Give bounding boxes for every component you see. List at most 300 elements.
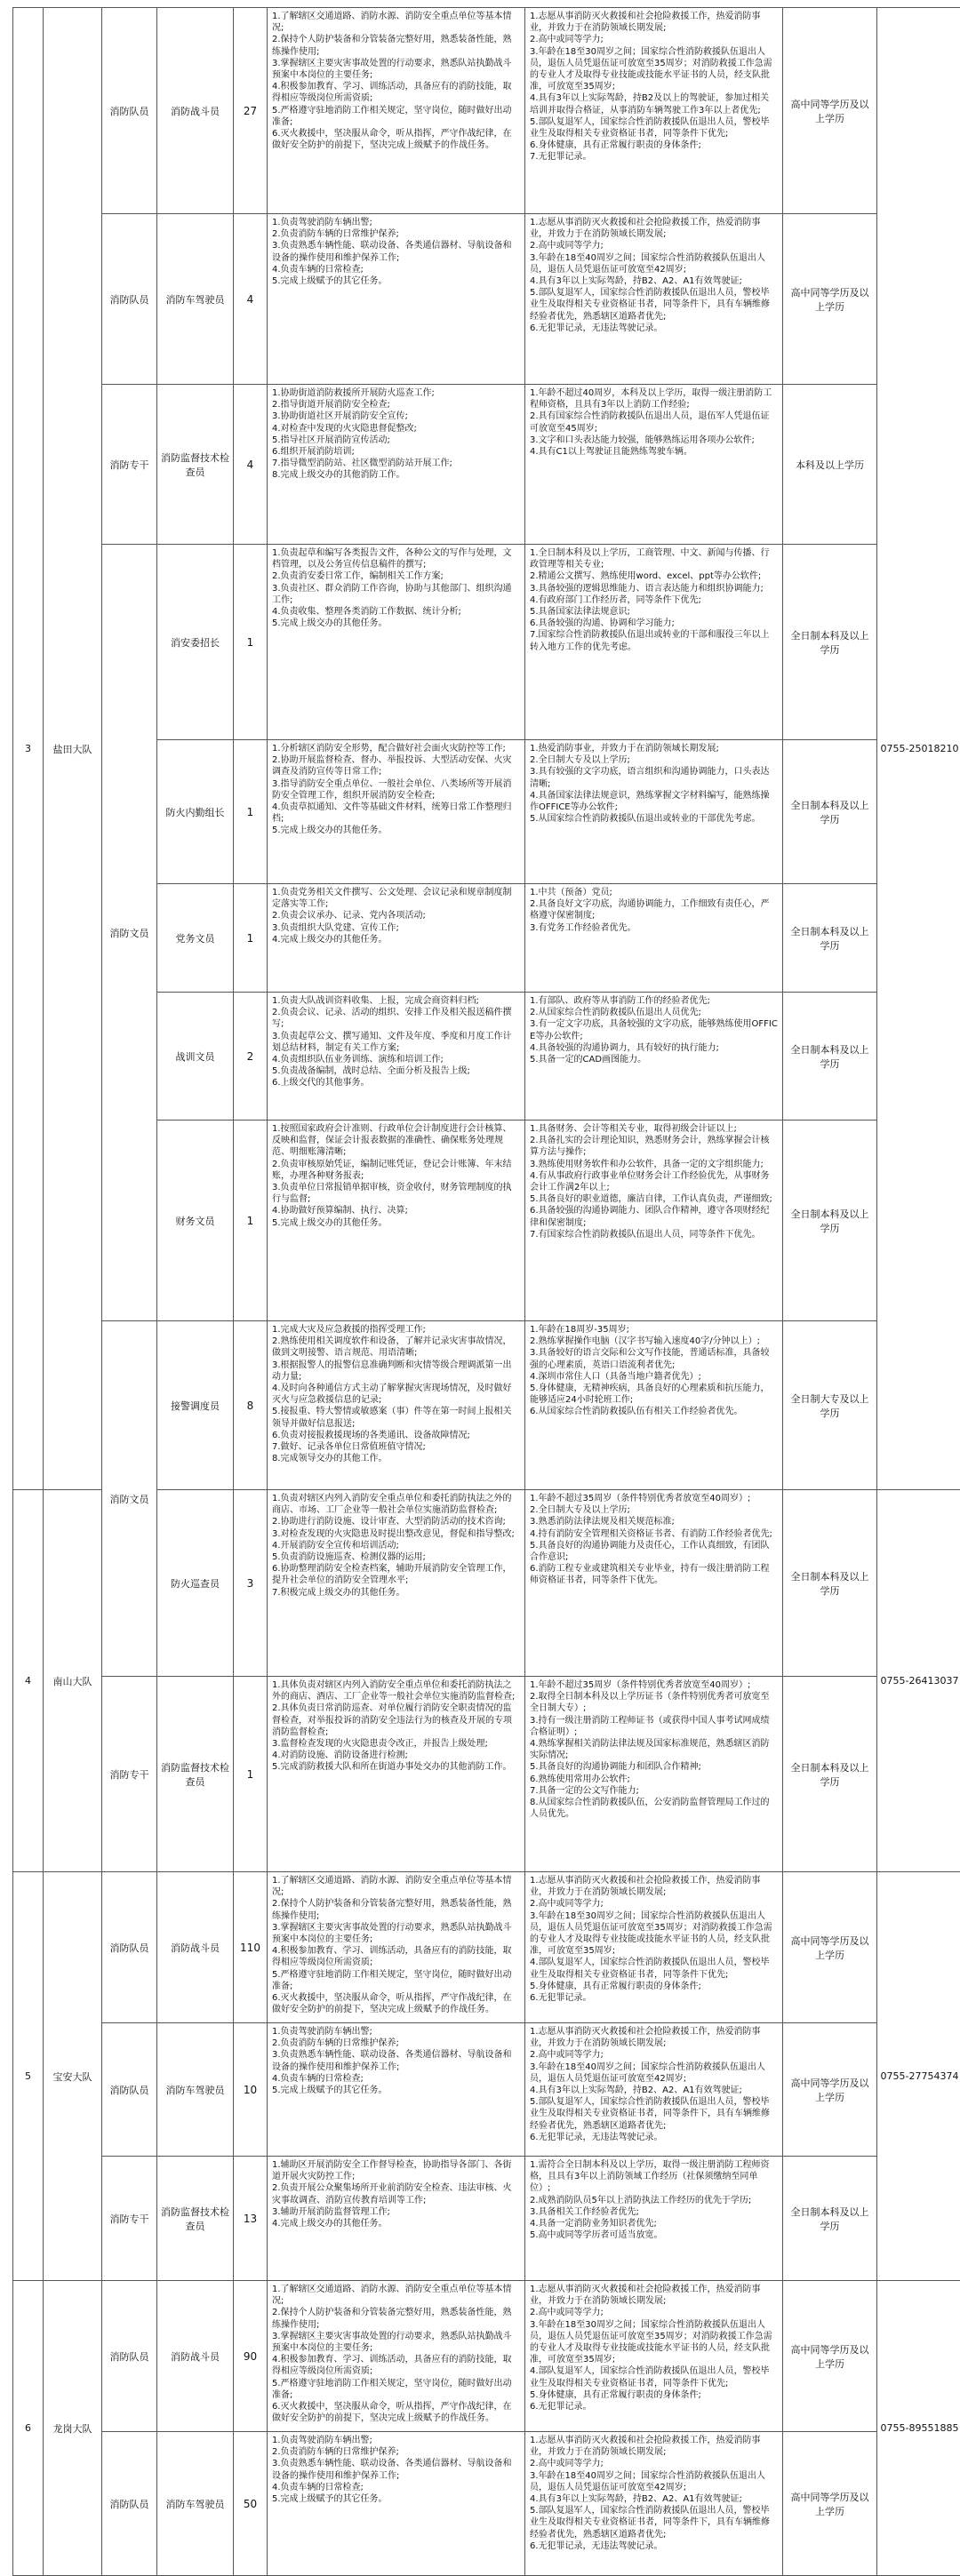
- recruitment-table-sheet: [12, 7, 948, 2576]
- duty-item: 3.辅助开展消防监督管理工作;: [272, 2206, 520, 2218]
- headcount-cell: 13: [234, 2157, 268, 2281]
- duty-item: 3.掌握辖区主要灾害事故处置的行动要求，熟悉队站执勤战斗预案中本岗位的主要任务;: [272, 58, 520, 81]
- requirement-item: 4.部队复退军人，国家综合性消防救援队伍退出人员，警校毕业生及取得相关专业资格证书者，同等条件下优先;: [530, 1957, 778, 1980]
- headcount-cell: 50: [234, 2432, 268, 2576]
- requirement-item: 1.志愿从事消防灭火救援和社会抢险救援工作，热爱消防事业，并致力于在消防领域长期发展;: [530, 11, 778, 34]
- requirement-item: 4.部队复退军人，国家综合性消防救援队伍退出人员，警校毕业生及取得相关专业资格证书者，同等条件下优先;: [530, 2365, 778, 2389]
- requirement-item: 4.深圳市常住人口（具备当地户籍者优先）;: [530, 1371, 778, 1383]
- requirement-item: 1.志愿从事消防灭火救援和社会抢险救援工作，热爱消防事业，并致力于在消防领域长期发展;: [530, 2026, 778, 2049]
- duty-item: 1.完成大灾及应急救援的指挥受理工作;: [272, 1324, 520, 1336]
- requirement-item: 1.年龄不超过35周岁（条件特别优秀者放宽至40周岁）;: [530, 1679, 778, 1691]
- table-row: [13, 545, 960, 740]
- duty-item: 1.负责对辖区内列入消防安全重点单位和委托消防执法之外的商店、市场、工厂企业等一般社会单位实施消防监督检查;: [272, 1493, 520, 1516]
- education-cell: 高中同等学历及以上学历: [783, 2432, 877, 2576]
- requirement-item: 6.无犯罪记录，无违法驾驶记录。: [530, 2132, 778, 2143]
- duty-item: 3.监督检查发现的火灾隐患责令改正，并报告上级处理;: [272, 1738, 520, 1750]
- duty-item: 4.对消防设施、消防设备进行检测;: [272, 1750, 520, 1761]
- education-cell: 全日制本科及以上学历: [783, 545, 877, 740]
- duties-cell: [268, 214, 525, 385]
- brigade-cell: 宝安大队: [44, 1872, 102, 2281]
- duties-cell: [268, 993, 525, 1121]
- requirement-item: 1.年龄不超过35周岁（条件特别优秀者放宽至40周岁）;: [530, 1493, 778, 1504]
- duty-item: 4.及时向各种通信方式主动了解掌握灾害现场情况，及时做好灭火与应急救援信息的记录;: [272, 1383, 520, 1406]
- position-cell: 消安委招长: [157, 545, 234, 740]
- requirement-item: 2.具有国家综合性消防救援队伍退出人员，退伍军人凭退伍证可放宽至45周岁;: [530, 411, 778, 434]
- duty-item: 5.完成上级赋予的其它任务。: [272, 275, 520, 287]
- requirement-item: 3.年龄在18至30周岁之间；国家综合性消防救援队伍退出人员，退伍人员凭退伍证可放宽至35周岁；对消防救援工作急需的专业人才及取得专业技能或技能水平证书的人员，经支队批准，可放宽至35周岁;: [530, 2319, 778, 2366]
- education-cell: 全日制本科及以上学历: [783, 1677, 877, 1872]
- education-cell: 全日制大专及以上学历: [783, 1321, 877, 1490]
- requirement-item: 1.具备财务、会计等相关专业，取得初级会计证以上;: [530, 1123, 778, 1135]
- headcount-cell: 1: [234, 1677, 268, 1872]
- table-row: [13, 1677, 960, 1872]
- duty-item: 7.做好、记录各单位日常值班值守情况;: [272, 1441, 520, 1453]
- education-cell: 全日制本科及以上学历: [783, 1121, 877, 1321]
- requirement-item: 2.成熟消防队员5年以上消防执法工作经历的优先于学历;: [530, 2195, 778, 2206]
- requirement-item: 4.具备较强的沟通协调力，具有较好的执行能力;: [530, 1042, 778, 1054]
- category-cell: 消防队员: [102, 214, 157, 385]
- duty-item: 3.负责熟悉车辆性能、联动设备、各类通信器材、导航设备和设备的操作使用和维护保养工作;: [272, 2049, 520, 2072]
- duty-item: 3.负责熟悉车辆性能、联动设备、各类通信器材、导航设备和设备的操作使用和维护保养工作;: [272, 240, 520, 263]
- duty-item: 2.负责审核原始凭证，编制记账凭证，登记会计账簿、年末结账，办理各种财务报表;: [272, 1159, 520, 1182]
- requirement-item: 1.志愿从事消防灭火救援和社会抢险救援工作，热爱消防事业，并致力于在消防领域长期发展;: [530, 2284, 778, 2307]
- position-cell: 消防车驾驶员: [157, 214, 234, 385]
- brigade-cell: 龙岗大队: [44, 2281, 102, 2576]
- headcount-cell: 4: [234, 214, 268, 385]
- headcount-cell: 110: [234, 1872, 268, 2023]
- duties-cell: [268, 385, 525, 545]
- requirement-item: 2.精通公文撰写、熟练使用word、excel、ppt等办公软件;: [530, 570, 778, 582]
- requirement-item: 2.高中或同等学力;: [530, 240, 778, 251]
- duty-item: 2.负责开展公众聚集场所开业前消防安全检查、违法审核、火灾事故调查、消防宣传教育培训等工作;: [272, 2182, 520, 2205]
- requirement-item: 1.年龄在18周岁-35周岁;: [530, 1324, 778, 1336]
- requirement-item: 6.消防工程专业或建筑相关专业毕业，持有一级注册消防工程师资格证书者，同等条件下优先。: [530, 1563, 778, 1586]
- duties-cell: [268, 1872, 525, 2023]
- row-number-cell: 4: [13, 1490, 44, 1872]
- requirement-item: 3.有一定文字功底，具备较强的文字功底，能够熟练使用OFFICE等办公软件;: [530, 1018, 778, 1041]
- requirements-cell: [525, 2023, 783, 2157]
- duty-item: 6.上级交代的其他事务。: [272, 1077, 520, 1089]
- position-cell: 消防战斗员: [157, 1872, 234, 2023]
- requirement-item: 4.具备一定消防业务知识者优先;: [530, 2218, 778, 2229]
- requirement-item: 1.年龄不超过40周岁，本科及以上学历，取得一级注册消防工程师资格，且具有3年以上消防工作经验;: [530, 387, 778, 411]
- duty-item: 5.负责战备编制，战时总结、全面分析及报告上级;: [272, 1065, 520, 1077]
- education-cell: 全日制本科及以上学历: [783, 740, 877, 884]
- duty-item: 5.负责消防设施巡查、检测仪器的运用;: [272, 1551, 520, 1563]
- duty-item: 1.协助街道消防救援所开展防火巡查工作;: [272, 387, 520, 399]
- requirements-cell: [525, 884, 783, 993]
- duty-item: 3.负责起草公文、撰写通知、文件及年度、季度和月度工作计划总结材料，制定有关工作方案;: [272, 1031, 520, 1054]
- requirement-item: 2.取得全日制本科及以上学历证书（条件特别优秀者可放宽至全日制大专）;: [530, 1691, 778, 1714]
- duties-cell: [268, 884, 525, 993]
- table-row: [13, 214, 960, 385]
- duties-cell: [268, 2023, 525, 2157]
- duty-item: 2.负责会议、记录、活动的组织、安排工作及相关报送稿件撰写;: [272, 1007, 520, 1030]
- duty-item: 2.协助进行消防设施、设计审查、大型消防活动的技术咨询;: [272, 1516, 520, 1527]
- duties-cell: [268, 545, 525, 740]
- requirements-cell: [525, 214, 783, 385]
- duty-item: 4.对检查中发现的火灾隐患督促整改;: [272, 423, 520, 435]
- requirement-item: 7.具备一定的公文写作能力;: [530, 1785, 778, 1797]
- requirement-item: 4.具有3年以上实际驾龄，持B2、A2、A1有效驾驶证;: [530, 275, 778, 287]
- duty-item: 1.具体负责对辖区内列入消防安全重点单位和委托消防执法之外的商店、酒店、工厂企业等一般社会单位实施消防监督检查;: [272, 1679, 520, 1703]
- requirement-item: 3.具备较好的语言交际和公文写作技能，普通话标准，具备较强的心理素质，英语口语流利者优先;: [530, 1347, 778, 1370]
- requirement-item: 5.具备一定的CAD画图能力。: [530, 1054, 778, 1065]
- duty-item: 5.严格遵守驻地消防工作相关规定，坚守岗位，随时做好出动准备;: [272, 105, 520, 128]
- requirement-item: 2.具备扎实的会计理论知识，熟悉财务会计，熟练掌握会计核算方法与操作;: [530, 1135, 778, 1158]
- recruitment-table: [12, 7, 960, 2576]
- category-cell: 消防队员: [102, 2023, 157, 2157]
- duties-cell: [268, 2157, 525, 2281]
- requirement-item: 1.志愿从事消防灭火救援和社会抢险救援工作，热爱消防事业，并致力于在消防领域长期发展;: [530, 217, 778, 240]
- contact-phone-cell: 0755-27754374: [877, 1872, 960, 2281]
- position-cell: 消防战斗员: [157, 8, 234, 214]
- requirement-item: 3.年龄在18至40周岁之间；国家综合性消防救援队伍退出人员，退伍人员凭退伍证可放宽至42周岁;: [530, 252, 778, 275]
- duty-item: 7.积极完成上级交办的其他任务。: [272, 1587, 520, 1599]
- requirement-item: 4.持有消防安全管理相关资格证书者、有消防工作经验者优先;: [530, 1528, 778, 1540]
- requirement-item: 6.具备较强的沟通协调能力、团队合作精神，遵守各项财经纪律和保密制度;: [530, 1205, 778, 1228]
- duty-item: 1.负责驾驶消防车辆出警;: [272, 2026, 520, 2038]
- duty-item: 2.具体负责日常消防巡查、对单位履行消防安全职责情况的监督检查，对举报投诉的消防安全违法行为的核查及开展的专项消防监督检查;: [272, 1703, 520, 1738]
- requirement-item: 8.从国家综合性消防救援队伍，公安消防监督管理局工作过的人员优先。: [530, 1797, 778, 1820]
- education-cell: 高中同等学历及以上学历: [783, 214, 877, 385]
- duty-item: 4.负责草拟通知、文件等基础文件材料，统筹日常工作整理归档;: [272, 802, 520, 825]
- duty-item: 1.按照国家政府会计准则、行政单位会计制度进行会计核算、反映和监督，保证会计报表数据的准确性、确保账务处理规范、明细账簿清晰;: [272, 1123, 520, 1159]
- category-cell: 消防文员: [102, 545, 157, 1321]
- education-cell: 全日制本科及以上学历: [783, 2157, 877, 2281]
- duty-item: 4.负责组织队伍业务训练、演练和培训工作;: [272, 1054, 520, 1065]
- headcount-cell: 90: [234, 2281, 268, 2432]
- duty-item: 4.积极参加教育、学习、训练活动，具备应有的消防技能，取得相应等级岗位所需资质;: [272, 2354, 520, 2377]
- headcount-cell: 8: [234, 1321, 268, 1490]
- category-cell: 消防队员: [102, 8, 157, 214]
- requirement-item: 2.高中或同等学力;: [530, 34, 778, 45]
- requirement-item: 4.具有3年以上实际驾龄，持B2、A2、A1有效驾驶证;: [530, 2493, 778, 2505]
- requirement-item: 5.部队复退军人，国家综合性消防救援队伍退出人员，警校毕业生及取得相关专业资格证书者，同等条件下，具有车辆维修经验者优先，熟悉辖区道路者优先;: [530, 2096, 778, 2132]
- duties-cell: [268, 1121, 525, 1321]
- duty-item: 4.负责车辆的日常检查;: [272, 2073, 520, 2085]
- brigade-cell: 盐田大队: [44, 8, 102, 1490]
- category-cell: 消防专干: [102, 1677, 157, 1872]
- duty-item: 2.熟练使用相关调度软件和设备，了解并记录灾害事故情况，做到文明接警、语言规范、用语清晰;: [272, 1336, 520, 1359]
- duty-item: 5.指导社区开展消防宣传活动;: [272, 435, 520, 446]
- duties-cell: [268, 740, 525, 884]
- requirements-cell: [525, 545, 783, 740]
- contact-phone-cell: 0755-25018210: [877, 8, 960, 1490]
- category-cell: 消防专干: [102, 2157, 157, 2281]
- duty-item: 2.保持个人防护装备和分管装备完整好用，熟悉装备性能，熟练操作使用;: [272, 1898, 520, 1921]
- requirement-item: 5.具备国家法律法规意识;: [530, 606, 778, 618]
- headcount-cell: 1: [234, 740, 268, 884]
- requirements-cell: [525, 1872, 783, 2023]
- requirement-item: 6.无犯罪记录，无违法驾驶记录。: [530, 323, 778, 334]
- requirement-item: 5.身体健康，具有正常履行职责的身体条件;: [530, 2389, 778, 2401]
- requirement-item: 2.高中或同等学力;: [530, 2458, 778, 2469]
- requirement-item: 3.年龄在18至30周岁之间；国家综合性消防救援队伍退出人员，退伍人员凭退伍证可放宽至35周岁；对消防救援工作急需的专业人才及取得专业技能或技能水平证书的人员，经支队批准，可放宽至35周岁;: [530, 1910, 778, 1958]
- requirement-item: 3.年龄在18至40周岁之间；国家综合性消防救援队伍退出人员，退伍人员凭退伍证可放宽至42周岁;: [530, 2062, 778, 2085]
- requirement-item: 4.具有C1以上驾驶证且能熟练驾驶车辆。: [530, 446, 778, 458]
- requirement-item: 5.身体健康，具有正常履行职责的身体条件;: [530, 1981, 778, 1992]
- requirements-cell: [525, 740, 783, 884]
- headcount-cell: 1: [234, 545, 268, 740]
- requirements-cell: [525, 2281, 783, 2432]
- category-cell: 消防文员: [102, 1321, 157, 1677]
- duty-item: 5.完成上级交办的其他任务。: [272, 1217, 520, 1229]
- position-cell: 党务文员: [157, 884, 234, 993]
- requirement-item: 3.文字和口头表达能力较强，能够熟练运用各项办公软件;: [530, 435, 778, 446]
- position-cell: 防火巡查员: [157, 1490, 234, 1677]
- duty-item: 3.负责单位日常报销单据审核，资金收付，财务管理制度的执行与监督;: [272, 1182, 520, 1205]
- requirement-item: 5.高中或同等学历者可适当放宽。: [530, 2229, 778, 2241]
- duty-item: 4.负责车辆的日常检查;: [272, 2482, 520, 2493]
- duties-cell: [268, 1321, 525, 1490]
- education-cell: 高中同等学历及以上学历: [783, 1872, 877, 2023]
- duty-item: 4.完成上级交办的其他任务。: [272, 934, 520, 945]
- duty-item: 6.灭火救援中，坚决服从命令，听从指挥，严守作战纪律，在做好安全防护的前提下，坚决完成上级赋予的作战任务。: [272, 1992, 520, 2015]
- requirement-item: 2.高中或同等学力;: [530, 2049, 778, 2061]
- duty-item: 1.了解辖区交通道路、消防水源、消防安全重点单位等基本情况;: [272, 11, 520, 34]
- duties-cell: [268, 1490, 525, 1677]
- duty-item: 3.根据报警人的报警信息准确判断和灾情等级合理调派第一出动力量;: [272, 1360, 520, 1383]
- duty-item: 2.保持个人防护装备和分管装备完整好用，熟悉装备性能，熟练操作使用;: [272, 34, 520, 57]
- duty-item: 5.严格遵守驻地消防工作相关规定，坚守岗位，随时做好出动准备;: [272, 2378, 520, 2401]
- brigade-cell: 南山大队: [44, 1490, 102, 1872]
- requirement-item: 6.无犯罪记录。: [530, 1992, 778, 2004]
- requirement-item: 4.具有3年以上实际驾龄，持B2、A2、A1有效驾驶证;: [530, 2085, 778, 2096]
- contact-phone-cell: 0755-89551885: [877, 2281, 960, 2576]
- duties-cell: [268, 8, 525, 214]
- requirement-item: 4.有从事政府行政事业单位财务会计工作经验优先，从事财务会计工作满2年以上;: [530, 1170, 778, 1193]
- duties-cell: [268, 2281, 525, 2432]
- duty-item: 1.了解辖区交通道路、消防水源、消防安全重点单位等基本情况;: [272, 2284, 520, 2307]
- requirement-item: 5.从国家综合性消防救援队伍退出或转业的干部优先考虑。: [530, 813, 778, 825]
- category-cell: 消防队员: [102, 2281, 157, 2432]
- requirement-item: 4.熟练掌握相关消防法律法规及国家标准规范，熟悉辖区消防实际情况;: [530, 1738, 778, 1761]
- requirement-item: 1.志愿从事消防灭火救援和社会抢险救援工作，热爱消防事业，并致力于在消防领域长期发展;: [530, 2435, 778, 2458]
- duty-item: 6.负责对接报救援现场的各类通讯、设备故障情况;: [272, 1430, 520, 1441]
- row-number-cell: 3: [13, 8, 44, 1490]
- position-cell: 消防车驾驶员: [157, 2432, 234, 2576]
- education-cell: 全日制本科及以上学历: [783, 993, 877, 1121]
- education-cell: 本科及以上学历: [783, 385, 877, 545]
- duty-item: 3.协助街道社区开展消防安全宣传;: [272, 411, 520, 422]
- requirement-item: 1.热爱消防事业，并致力于在消防领域长期发展;: [530, 743, 778, 754]
- duty-item: 1.了解辖区交通道路、消防水源、消防安全重点单位等基本情况;: [272, 1875, 520, 1898]
- duties-cell: [268, 2432, 525, 2576]
- requirement-item: 7.无犯罪记录。: [530, 151, 778, 163]
- duty-item: 2.指导街道开展消防安全检查;: [272, 399, 520, 411]
- requirement-item: 5.具备良好的沟通协调能力和团队合作精神;: [530, 1761, 778, 1773]
- requirement-item: 3.有党务工作经验者优先。: [530, 922, 778, 934]
- requirements-cell: [525, 2157, 783, 2281]
- requirement-item: 1.全日制本科及以上学历，工商管理、中文、新闻与传播、行政管理等相关专业;: [530, 547, 778, 570]
- headcount-cell: 4: [234, 385, 268, 545]
- position-cell: 财务文员: [157, 1121, 234, 1321]
- duty-item: 6.组织开展消防培训;: [272, 446, 520, 458]
- headcount-cell: 1: [234, 1121, 268, 1321]
- duty-item: 3.负责熟悉车辆性能、联动设备、各类通信器材、导航设备和设备的操作使用和维护保养工作;: [272, 2458, 520, 2481]
- headcount-cell: 3: [234, 1490, 268, 1677]
- duty-item: 2.负责消防车辆的日常维护保养;: [272, 2038, 520, 2049]
- education-cell: 高中同等学历及以上学历: [783, 2023, 877, 2157]
- table-row: [13, 1321, 960, 1490]
- requirement-item: 5.身体健康，无精神疾病，具备良好的心理素质和抗压能力，能够适应24小时轮班工作;: [530, 1383, 778, 1406]
- duty-item: 6.灭火救援中，坚决服从命令，听从指挥，严守作战纪律，在做好安全防护的前提下，坚决完成上级赋予的作战任务。: [272, 128, 520, 151]
- requirements-cell: [525, 993, 783, 1121]
- duty-item: 1.负责驾驶消防车辆出警;: [272, 2435, 520, 2446]
- requirement-item: 5.具备良好的职业道德，廉洁自律，工作认真负责，严谨细致;: [530, 1193, 778, 1205]
- requirement-item: 2.全日制大专及以上学历;: [530, 1504, 778, 1516]
- requirement-item: 3.熟悉消防法律法规及相关规范标准;: [530, 1516, 778, 1527]
- requirement-item: 1.有部队、政府等从事消防工作的经验者优先;: [530, 995, 778, 1007]
- table-row: [13, 2023, 960, 2157]
- headcount-cell: 27: [234, 8, 268, 214]
- duty-item: 2.协助开展监督检查、督办、举报投诉、大型活动安保、火灾调查及消防宣传等日常工作;: [272, 754, 520, 778]
- position-cell: 消防监督技术检查员: [157, 1677, 234, 1872]
- education-cell: 全日制本科及以上学历: [783, 1490, 877, 1677]
- requirement-item: 6.熟练使用常用办公软件;: [530, 1774, 778, 1785]
- requirement-item: 2.全日制大专及以上学历;: [530, 754, 778, 766]
- contact-phone-cell: 0755-26413037: [877, 1490, 960, 1872]
- duty-item: 3.掌握辖区主要灾害事故处置的行动要求，熟悉队站执勤战斗预案中本岗位的主要任务;: [272, 1922, 520, 1945]
- position-cell: 接警调度员: [157, 1321, 234, 1490]
- requirement-item: 1.中共（预备）党员;: [530, 887, 778, 898]
- headcount-cell: 10: [234, 2023, 268, 2157]
- requirement-item: 1.需符合全日制本科及以上学历，取得一级注册消防工程师资格，且具有3年以上消防领域工作经历（社保须缴纳至同单位）;: [530, 2159, 778, 2195]
- requirements-cell: [525, 1677, 783, 1872]
- requirement-item: 5.具备良好的沟通协调能力及责任心，工作认真细致，有团队合作意识;: [530, 1540, 778, 1563]
- requirement-item: 6.无犯罪记录。: [530, 2401, 778, 2413]
- requirement-item: 5.部队复退军人，国家综合性消防救援队伍退出人员，警校毕业生及取得相关专业资格证书者，同等条件下优先;: [530, 116, 778, 140]
- requirement-item: 7.国家综合性消防救援队伍退出或转业的干部和服役三年以上转入地方工作的优先考虑。: [530, 629, 778, 652]
- requirement-item: 5.部队复退军人，国家综合性消防救援队伍退出人员，警校毕业生及取得相关专业资格证书者，同等条件下，具有车辆维修经验者优先，熟悉辖区道路者优先;: [530, 287, 778, 323]
- duty-item: 4.积极参加教育、学习、训练活动，具备应有的消防技能，取得相应等级岗位所需资质;: [272, 1945, 520, 1968]
- requirement-item: 1.志愿从事消防灭火救援和社会抢险救援工作，热爱消防事业，并致力于在消防领域长期发展;: [530, 1875, 778, 1898]
- requirement-item: 6.从国家综合性消防救援队伍有相关工作经验者优先。: [530, 1406, 778, 1417]
- duty-item: 3.掌握辖区主要灾害事故处置的行动要求，熟悉队站执勤战斗预案中本岗位的主要任务;: [272, 2331, 520, 2354]
- duty-item: 1.负责起草和编写各类报告文件，各种公文的写作与处理，文档管理，以及公务宣传信息稿件的撰写;: [272, 547, 520, 570]
- position-cell: 消防监督技术检查员: [157, 385, 234, 545]
- requirement-item: 4.有政府部门工作经历者，同等条件下优先;: [530, 594, 778, 606]
- requirement-item: 3.年龄在18至30周岁之间；国家综合性消防救援队伍退出人员，退伍人员凭退伍证可放宽至35周岁；对消防救援工作急需的专业人才及取得专业技能或技能水平证书的人员，经支队批准，可放宽至35周岁;: [530, 46, 778, 93]
- duty-item: 5.完成上级赋予的其它任务。: [272, 2085, 520, 2096]
- education-cell: 全日制本科及以上学历: [783, 884, 877, 993]
- requirements-cell: [525, 1490, 783, 1677]
- duty-item: 1.辅助区开展消防安全工作督导检查，协助指导各部门、各街道开展火灾防控工作;: [272, 2159, 520, 2182]
- category-cell: 消防队员: [102, 1872, 157, 2023]
- requirement-item: 2.高中或同等学力;: [530, 2307, 778, 2318]
- requirement-item: 7.有国家综合性消防救援队伍退出人员，同等条件下优先。: [530, 1229, 778, 1240]
- duty-item: 4.负责收集、整理各类消防工作数据、统计分析;: [272, 606, 520, 618]
- education-cell: 高中同等学历及以上学历: [783, 8, 877, 214]
- duty-item: 5.完成上级赋予的其它任务。: [272, 2493, 520, 2505]
- category-cell: 消防专干: [102, 385, 157, 545]
- duty-item: 3.负责组织大队党建、宣传工作;: [272, 922, 520, 934]
- requirements-cell: [525, 2432, 783, 2576]
- table-row: [13, 2432, 960, 2576]
- duty-item: 8.完成领导交办的其他工作。: [272, 1453, 520, 1464]
- category-cell: 消防队员: [102, 2432, 157, 2576]
- requirement-item: 2.具备良好文字功底，沟通协调能力，工作细致有责任心，严格遵守保密制度;: [530, 898, 778, 921]
- table-body: [13, 8, 960, 2576]
- requirement-item: 3.具备相关工作经验者优先;: [530, 2206, 778, 2218]
- requirements-cell: [525, 1121, 783, 1321]
- duty-item: 5.严格遵守驻地消防工作相关规定，坚守岗位，随时做好出动准备;: [272, 1969, 520, 1992]
- duty-item: 1.分析辖区消防安全形势，配合做好社会面火灾防控等工作;: [272, 743, 520, 754]
- row-number-cell: 5: [13, 1872, 44, 2281]
- requirement-item: 3.年龄在18至40周岁之间；国家综合性消防救援队伍退出人员，退伍人员凭退伍证可放宽至42周岁;: [530, 2470, 778, 2493]
- duty-item: 2.保持个人防护装备和分管装备完整好用，熟悉装备性能，熟练操作使用;: [272, 2307, 520, 2330]
- duty-item: 4.协助做好预算编制、执行、决算;: [272, 1205, 520, 1216]
- requirement-item: 2.高中或同等学力;: [530, 1898, 778, 1910]
- position-cell: 战训文员: [157, 993, 234, 1121]
- headcount-cell: 2: [234, 993, 268, 1121]
- duty-item: 3.对检查发现的火灾隐患及时提出整改意见，督促和指导整改;: [272, 1528, 520, 1540]
- requirement-item: 4.具备国家法律法规意识，熟练掌握文字材料编写，能熟练操作OFFICE等办公软件;: [530, 790, 778, 813]
- duty-item: 1.负责大队战训资料收集、上报，完成会商资料归档;: [272, 995, 520, 1007]
- duty-item: 6.协助整理消防安全检查档案，辅助开展消防安全管理工作，提升社会单位的消防安全管理水平;: [272, 1563, 520, 1586]
- row-number-cell: 6: [13, 2281, 44, 2576]
- duty-item: 1.负责党务相关文件撰写、公文处理、会议记录和规章制度制定落实等工作;: [272, 887, 520, 910]
- table-row: [13, 385, 960, 545]
- position-cell: 消防监督技术检查员: [157, 2157, 234, 2281]
- position-cell: 消防车驾驶员: [157, 2023, 234, 2157]
- requirement-item: 3.具有较强的文字功底，语言组织和沟通协调能力，口头表达清晰;: [530, 766, 778, 789]
- duty-item: 6.灭火救援中，坚决服从命令，听从指挥，严守作战纪律，在做好安全防护的前提下，坚决完成上级赋予的作战任务。: [272, 2401, 520, 2424]
- table-row: [13, 1872, 960, 2023]
- table-row: [13, 2281, 960, 2432]
- duty-item: 7.指导微型消防站、社区微型消防站开展工作;: [272, 458, 520, 469]
- duty-item: 5.完成消防救援大队和所在街道办事处交办的其他消防工作。: [272, 1761, 520, 1773]
- requirement-item: 2.熟练掌握操作电脑（汉字书写输入速度40字/分钟以上）;: [530, 1336, 778, 1347]
- position-cell: 消防战斗员: [157, 2281, 234, 2432]
- requirement-item: 4.具有3年以上实际驾龄，持B2及以上的驾驶证，参加过相关培训并取得合格证，从事消防车辆驾驶工作3年以上者优先;: [530, 92, 778, 116]
- requirement-item: 3.持有一级注册消防工程师证书（或获得中国人事考试网成绩合格证明）;: [530, 1715, 778, 1738]
- education-cell: 高中同等学历及以上学历: [783, 2281, 877, 2432]
- duty-item: 5.完成上级交办的其他任务。: [272, 825, 520, 836]
- duty-item: 4.负责车辆的日常检查;: [272, 264, 520, 275]
- requirements-cell: [525, 385, 783, 545]
- duty-item: 4.完成上级交办的其他任务。: [272, 2218, 520, 2229]
- duty-item: 4.开展消防安全宣传和培训活动;: [272, 1540, 520, 1551]
- requirement-item: 3.熟练使用财务软件和办公软件，具备一定的文字组织能力;: [530, 1159, 778, 1170]
- duty-item: 8.完成上级交办的其他消防工作。: [272, 469, 520, 481]
- duty-item: 5.接报重、特大警情或敏感案（事）件等在第一时间上报相关领导并做好信息报送;: [272, 1406, 520, 1429]
- headcount-cell: 1: [234, 884, 268, 993]
- duty-item: 2.负责会议承办、记录、党内各项活动;: [272, 910, 520, 921]
- duty-item: 1.负责驾驶消防车辆出警;: [272, 217, 520, 228]
- requirement-item: 6.身体健康，具有正常履行职责的身体条件;: [530, 140, 778, 151]
- requirements-cell: [525, 8, 783, 214]
- duty-item: 2.负责消安委日常工作，编制相关工作方案;: [272, 570, 520, 582]
- duty-item: 3.负责社区、群众消防工作咨询，协助与其他部门、组织沟通工作;: [272, 583, 520, 606]
- duty-item: 2.负责消防车辆的日常维护保养;: [272, 228, 520, 240]
- requirements-cell: [525, 1321, 783, 1490]
- table-row: [13, 2157, 960, 2281]
- duties-cell: [268, 1677, 525, 1872]
- requirement-item: 3.具备较强的逻辑思维能力、语言表达能力和组织协调能力;: [530, 583, 778, 594]
- position-cell: 防火内勤组长: [157, 740, 234, 884]
- duty-item: 2.负责消防车辆的日常维护保养;: [272, 2446, 520, 2458]
- requirement-item: 5.部队复退军人，国家综合性消防救援队伍退出人员，警校毕业生及取得相关专业资格证书者，同等条件下，具有车辆维修经验者优先，熟悉辖区道路者优先;: [530, 2505, 778, 2540]
- table-row: [13, 8, 960, 214]
- requirement-item: 6.具备较强的沟通、协调和学习能力;: [530, 618, 778, 629]
- duty-item: 5.完成上级交办的其他任务。: [272, 618, 520, 629]
- duty-item: 4.积极参加教育、学习、训练活动，具备应有的消防技能，取得相应等级岗位所需资质;: [272, 81, 520, 104]
- duty-item: 3.指导消防安全重点单位、一般社会单位、八类场所等开展消防安全管理工作，组织开展消防安全检查;: [272, 778, 520, 802]
- requirement-item: 2.从国家综合性消防救援队伍退出人员优先;: [530, 1007, 778, 1018]
- requirement-item: 6.无犯罪记录，无违法驾驶记录。: [530, 2540, 778, 2552]
